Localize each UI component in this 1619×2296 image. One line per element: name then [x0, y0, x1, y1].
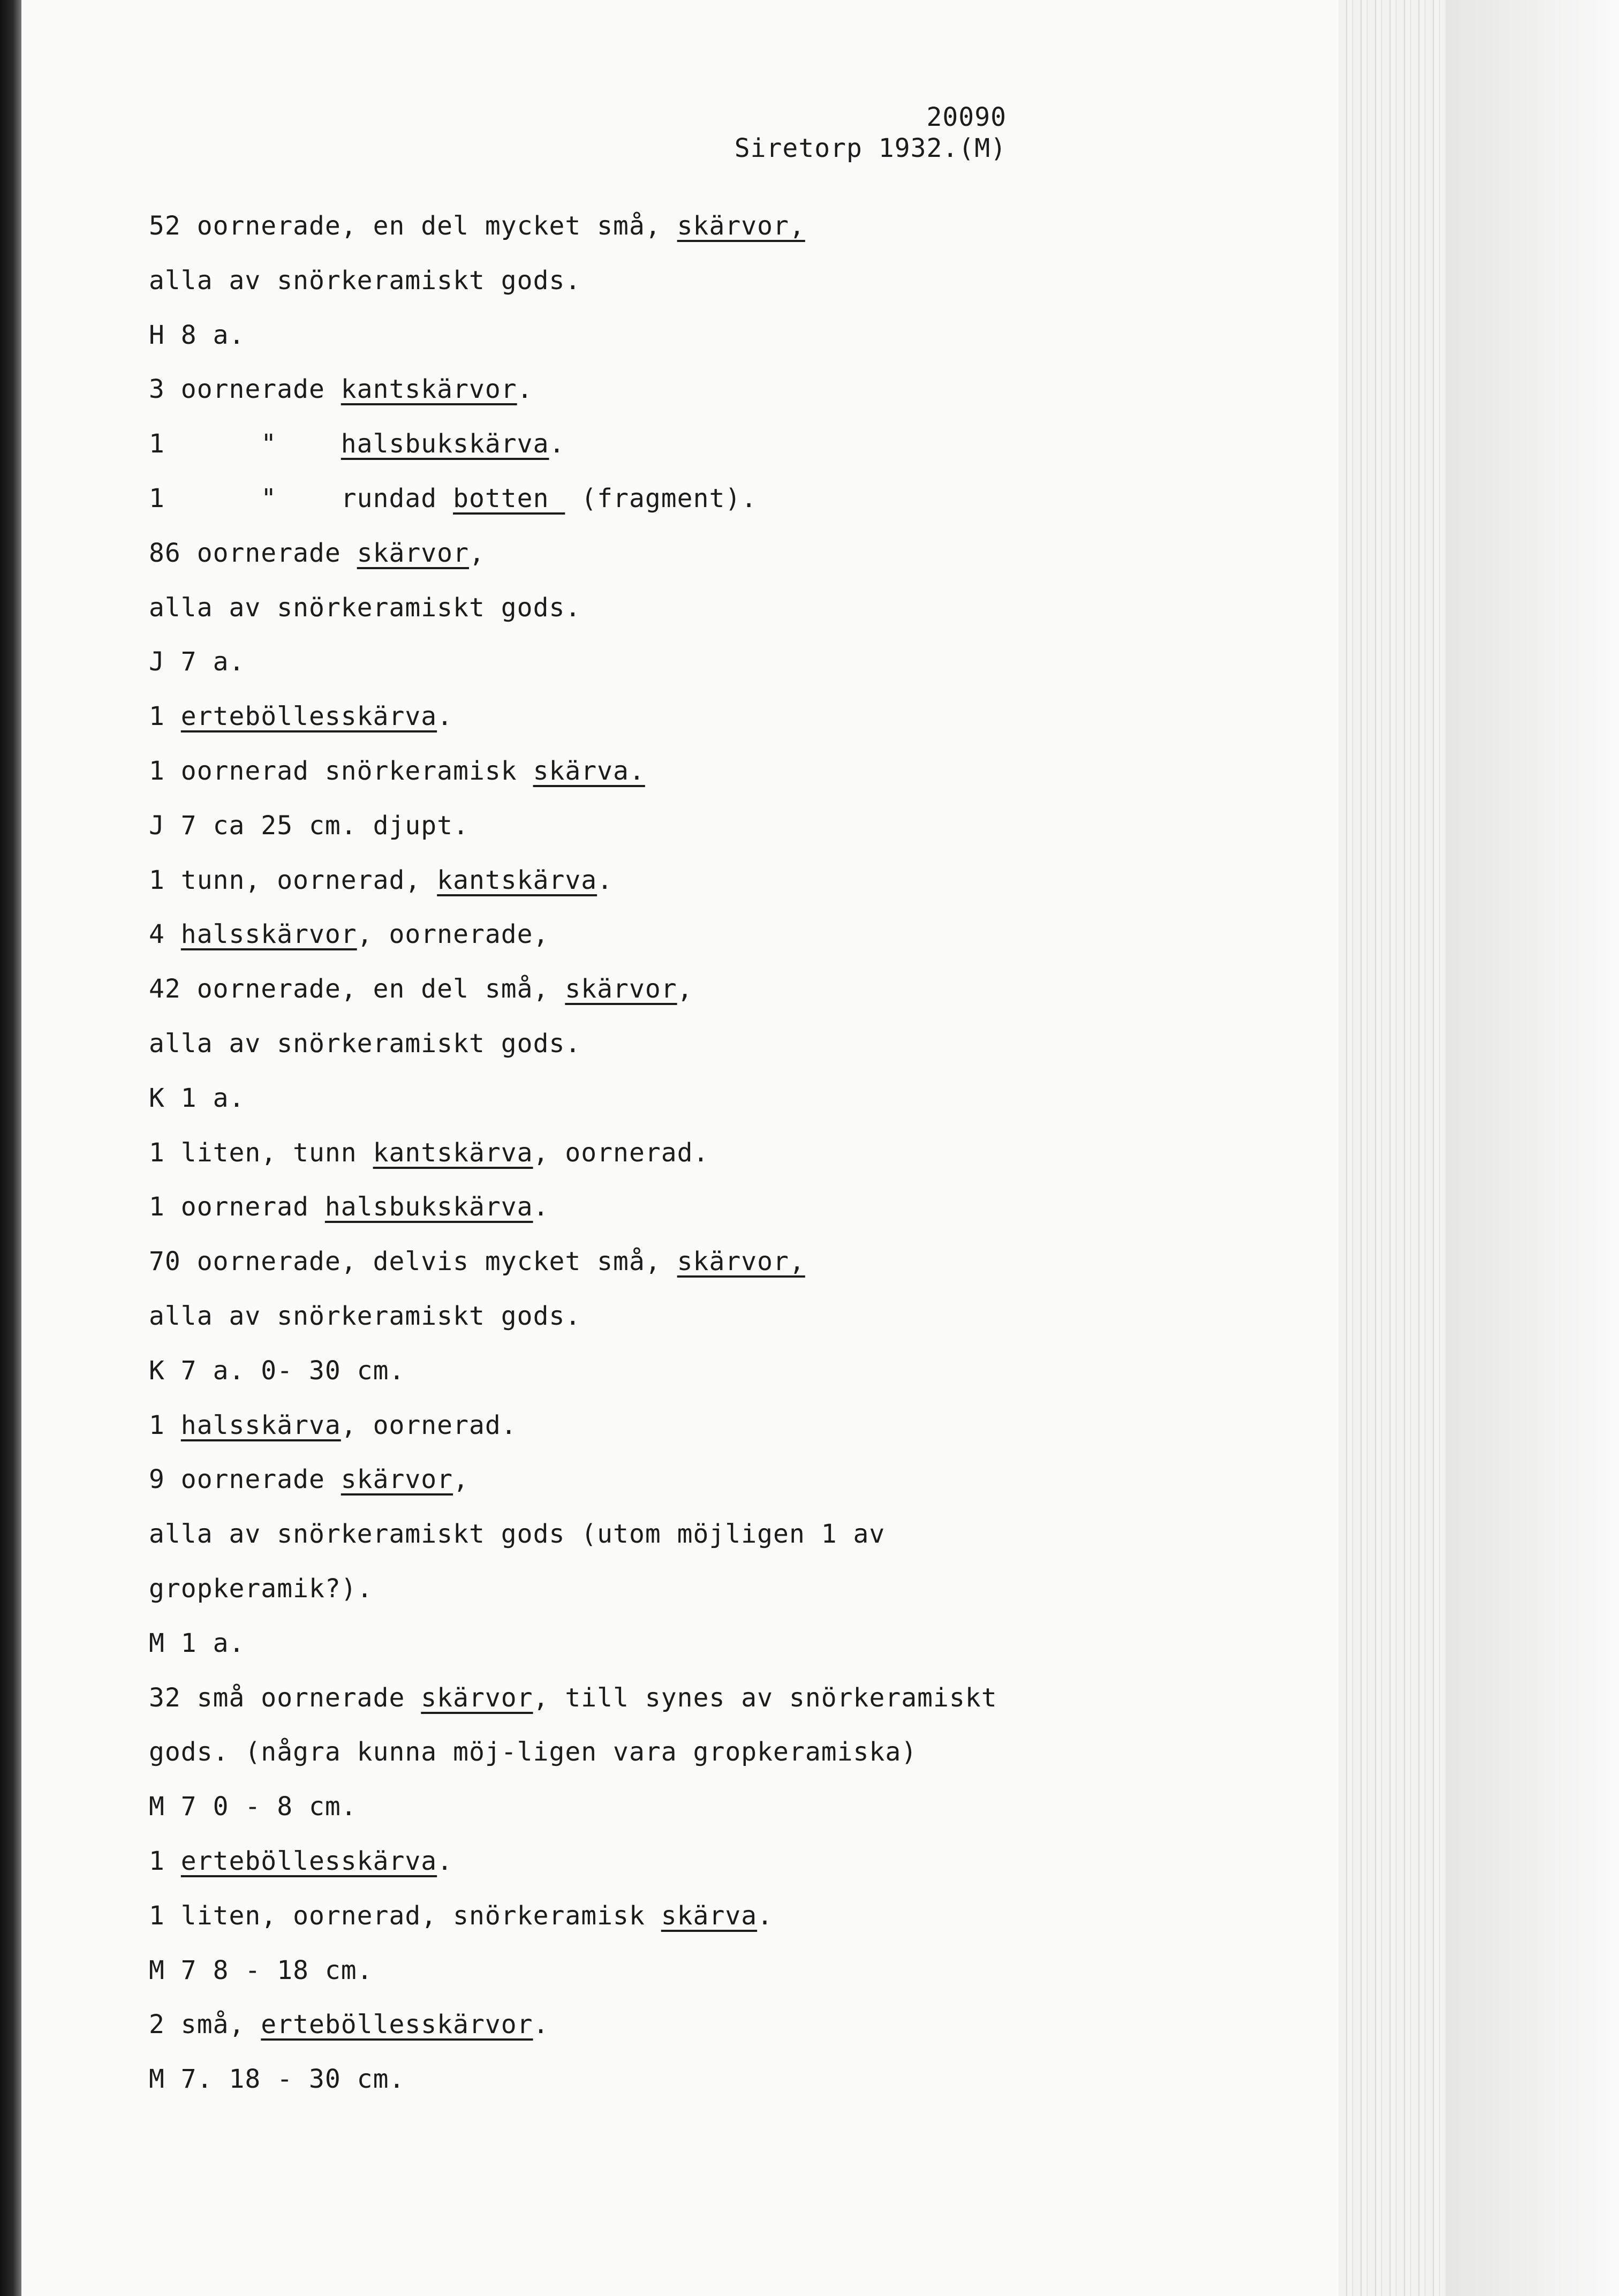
entry-line	[149, 754, 997, 809]
line-text: .	[533, 1192, 549, 1222]
entry-line	[149, 699, 997, 754]
stacked-page-edges	[1338, 0, 1446, 2296]
line-text: 1	[149, 1410, 181, 1440]
entry-line	[149, 1136, 997, 1190]
line-text: 1	[149, 1846, 181, 1876]
line-text: 1 liten, tunn	[149, 1137, 373, 1168]
entry-line	[149, 1789, 997, 1844]
line-text: , oornerade,	[357, 919, 549, 950]
background-right	[1446, 0, 1619, 2296]
entry-line	[149, 1299, 997, 1354]
entry-line	[149, 1953, 997, 2008]
line-text: .	[597, 865, 614, 895]
underlined-term: kantskärvor	[341, 374, 517, 405]
line-text: , oornerad.	[341, 1410, 517, 1440]
underlined-term: erteböllesskärva	[180, 1846, 437, 1876]
line-text: J 7 a.	[149, 647, 245, 677]
underlined-term: erteböllesskärvor	[261, 2010, 533, 2040]
entry-line	[149, 591, 997, 645]
line-text: 42 oornerade, en del små,	[149, 974, 565, 1004]
entry-line	[149, 427, 997, 481]
entry-line	[149, 1190, 997, 1244]
line-text: 1 " rundad	[149, 483, 453, 513]
line-text: M 7 8 - 18 cm.	[149, 1955, 373, 1985]
line-text: H 8 a.	[149, 320, 245, 350]
line-text: .	[517, 374, 533, 405]
line-text: 3 oornerade	[149, 374, 341, 405]
line-text: alla av snörkeramiskt gods.	[149, 1301, 581, 1331]
entry-line	[149, 1735, 997, 1789]
line-text: 1	[149, 701, 181, 732]
line-text: M 7 0 - 8 cm.	[149, 1792, 357, 1822]
line-text: 86 oornerade	[149, 538, 357, 568]
line-text: .	[437, 1846, 453, 1876]
line-text: ,	[677, 974, 693, 1004]
line-text: J 7 ca 25 cm. djupt.	[149, 810, 469, 841]
line-text: gods. (några kunna möj-ligen vara gropkeramiska)	[149, 1737, 918, 1768]
line-text: M 1 a.	[149, 1628, 245, 1658]
underlined-term: halsbukskärva	[324, 1192, 533, 1222]
underlined-term: skärvor	[565, 974, 677, 1004]
entry-line	[149, 481, 997, 536]
document-page	[21, 0, 1376, 2296]
line-text: alla av snörkeramiskt gods.	[149, 592, 581, 623]
line-text: 32 små oornerade	[149, 1682, 421, 1713]
line-text: , till synes av snörkeramiskt	[533, 1682, 997, 1713]
underlined-term: skärva	[661, 1900, 758, 1931]
entry-line	[149, 2007, 997, 2062]
line-text: alla av snörkeramiskt gods (utom möjligen 1 av	[149, 1519, 886, 1550]
line-text: 2 små,	[149, 2010, 261, 2040]
line-text: K 7 a. 0- 30 cm.	[149, 1355, 405, 1386]
line-text: alla av snörkeramiskt gods.	[149, 1028, 581, 1059]
entry-line	[149, 1626, 997, 1681]
line-text: 1 oornerad snörkeramisk	[149, 756, 533, 786]
line-text: 1 liten, oornerad, snörkeramisk	[149, 1900, 661, 1931]
underlined-term: halsbukskärva	[341, 429, 549, 459]
line-text: 70 oornerade, delvis mycket små,	[149, 1247, 677, 1277]
entry-line	[149, 318, 997, 373]
line-text: .	[757, 1900, 774, 1931]
underlined-term: skärvor	[421, 1682, 533, 1713]
line-text: ,	[468, 538, 485, 568]
line-text: , oornerad.	[533, 1137, 709, 1168]
inventory-list	[149, 209, 997, 2117]
entry-line	[149, 1244, 997, 1299]
entry-line	[149, 1081, 997, 1136]
underlined-term: botten	[453, 483, 565, 513]
entry-line	[149, 1844, 997, 1899]
entry-line	[149, 1517, 997, 1572]
entry-line	[149, 1026, 997, 1081]
line-text: alla av snörkeramiskt gods.	[149, 265, 581, 296]
entry-line	[149, 917, 997, 972]
entry-line	[149, 809, 997, 863]
line-text: 52 oornerade, en del mycket små,	[149, 211, 677, 241]
underlined-term: kantskärva	[373, 1137, 533, 1168]
entry-line	[149, 645, 997, 699]
catalogue-number: 20090	[926, 102, 1007, 132]
underlined-term: skärvor,	[677, 1247, 805, 1277]
underlined-term: kantskärva	[437, 865, 597, 895]
underlined-term: skärvor	[341, 1464, 453, 1495]
entry-line	[149, 1899, 997, 1953]
entry-line	[149, 372, 997, 427]
underlined-term: erteböllesskärva	[180, 701, 437, 732]
underlined-term: halsskärvor	[180, 919, 357, 950]
line-text: .	[533, 2010, 549, 2040]
entry-line	[149, 209, 997, 263]
line-text: 1 tunn, oornerad,	[149, 865, 437, 895]
binding-shadow	[0, 0, 21, 2296]
entry-line	[149, 2062, 997, 2117]
underlined-term: halsskärva	[180, 1410, 341, 1440]
line-text: 9 oornerade	[149, 1464, 341, 1495]
entry-line	[149, 1408, 997, 1463]
underlined-term: skärva.	[533, 756, 645, 786]
entry-line	[149, 263, 997, 318]
page-header	[735, 102, 1007, 164]
entry-line	[149, 1462, 997, 1517]
line-text: .	[437, 701, 453, 732]
line-text: gropkeramik?).	[149, 1573, 373, 1604]
entry-line	[149, 863, 997, 918]
line-text: K 1 a.	[149, 1083, 245, 1113]
line-text: ,	[453, 1464, 469, 1495]
entry-line	[149, 536, 997, 591]
line-text: 1 oornerad	[149, 1192, 325, 1222]
line-text: .	[549, 429, 565, 459]
line-text: 1 "	[149, 429, 341, 459]
entry-line	[149, 972, 997, 1026]
entry-line	[149, 1681, 997, 1735]
line-text: (fragment).	[565, 483, 758, 513]
underlined-term: skärvor	[357, 538, 469, 568]
line-text: 4	[149, 919, 181, 950]
site-title: Siretorp 1932.(M)	[734, 133, 1007, 163]
entry-line	[149, 1572, 997, 1626]
underlined-term: skärvor,	[677, 211, 805, 241]
entry-line	[149, 1354, 997, 1408]
line-text: M 7. 18 - 30 cm.	[149, 2064, 405, 2095]
